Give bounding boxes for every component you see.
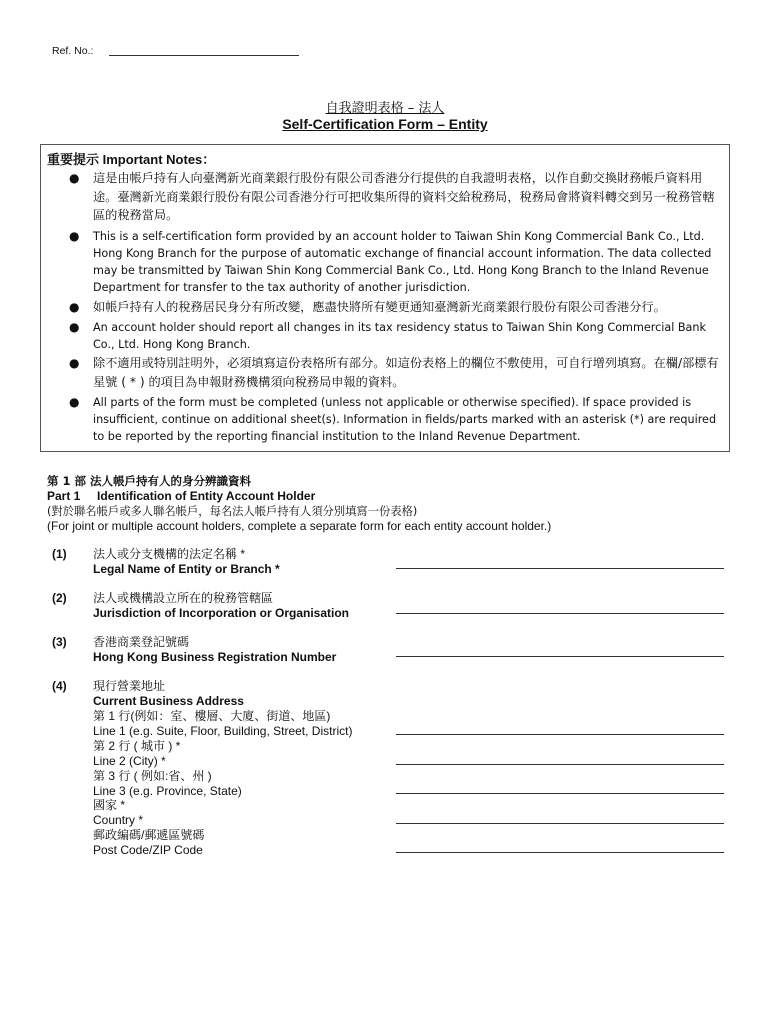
label-en: Line 1 (e.g. Suite, Floor, Building, Street, District) (93, 724, 353, 738)
address-line3-label (93, 769, 242, 799)
country-label (93, 798, 143, 828)
note-item (41, 298, 731, 317)
jurisdiction-label (93, 591, 349, 621)
label-zh: 第 3 行 ( 例如:省、州 ) (93, 769, 212, 783)
business-address-label (93, 679, 244, 709)
label-zh: 第 2 行 ( 城市 ) * (93, 739, 181, 753)
field-number: (2) (52, 591, 67, 605)
part1-title: Identification of Entity Account Holder (97, 489, 316, 503)
important-notes-list (41, 169, 731, 445)
label-zh: 法人或分支機構的法定名稱 * (93, 547, 246, 561)
jurisdiction-field[interactable] (396, 613, 724, 614)
note-text: 如帳戶持有人的稅務居民身分有所改變，應盡快將所有變更通知臺灣新光商業銀行股份有限公司香港分行。 (93, 299, 666, 314)
label-en: Line 2 (City) * (93, 754, 166, 768)
ref-no-label: Ref. No.: (52, 45, 94, 57)
important-notes-box (40, 144, 730, 452)
address-line2-field[interactable] (396, 764, 724, 765)
label-zh: 現行營業地址 (93, 679, 166, 693)
bullet-icon: ● (69, 356, 80, 370)
legal-name-field[interactable] (396, 568, 724, 569)
label-en: Country * (93, 813, 144, 827)
note-text: 除不適用或特別註明外，必須填寫這份表格所有部分。如這份表格上的欄位不敷使用，可自行增列填寫。在欄/部標有星號 ( * ) 的項目為申報財務機構須向稅務局申報的資料。 (93, 356, 719, 389)
br-number-label (93, 635, 336, 665)
postcode-label (93, 828, 204, 858)
label-zh: 法人或機構設立所在的稅務管轄區 (93, 591, 274, 605)
form-title-zh: 自我證明表格 – 法人 (325, 101, 445, 116)
label-en: Legal Name of Entity or Branch * (93, 562, 280, 576)
note-item (41, 354, 731, 391)
label-zh: 第 1 行(例如：室、樓層、大廈、街道、地區) (93, 709, 331, 723)
address-line2-label (93, 739, 180, 769)
bullet-icon: ● (69, 228, 80, 243)
br-number-field[interactable] (396, 656, 724, 657)
field-number: (4) (52, 679, 67, 693)
label-zh: 國家 * (93, 798, 126, 812)
bullet-icon: ● (69, 299, 80, 314)
address-line1-label (93, 709, 352, 739)
label-en: Current Business Address (93, 694, 244, 708)
address-line3-field[interactable] (396, 793, 724, 794)
note-item (41, 169, 731, 225)
label-zh: 香港商業登記號碼 (93, 635, 190, 649)
bullet-icon: ● (69, 320, 80, 334)
label-en: Line 3 (e.g. Province, State) (93, 784, 242, 798)
bullet-icon: ● (69, 395, 80, 409)
field-number: (3) (52, 635, 67, 649)
label-en: Post Code/ZIP Code (93, 843, 203, 857)
postcode-field[interactable] (396, 852, 724, 853)
form-title-en: Self-Certification Form – Entity (282, 116, 488, 132)
important-notes-heading: 重要提示 Important Notes： (47, 152, 216, 167)
note-item (41, 394, 731, 445)
address-line1-field[interactable] (396, 734, 724, 735)
note-text: All parts of the form must be completed (unless not applicable or otherwise specified). If space provided is insufficient, continue on additional sheet(s). Information in fields/parts marked with an asterisk (*) are required to be reported by the reporting financial institution to the Inland Revenue Department. (93, 396, 717, 443)
bullet-icon: ● (69, 171, 80, 185)
part1-note-en: (For joint or multiple account holders, complete a separate form for each entity account holder.) (47, 519, 552, 533)
country-field[interactable] (396, 823, 724, 824)
part1-heading-zh: 第 1 部 法人帳戶持有人的身分辨識資料 (47, 474, 252, 488)
legal-name-label (93, 547, 280, 577)
part1-heading-en (47, 489, 315, 503)
label-en: Hong Kong Business Registration Number (93, 650, 337, 664)
label-en: Jurisdiction of Incorporation or Organisation (93, 606, 350, 620)
note-text: This is a self-certification form provided by an account holder to Taiwan Shin Kong Commercial Bank Co., Ltd. Hong Kong Branch for the purpose of automatic exchange of financial account information. The data collected may be transmitted by Taiwan Shin Kong Commercial Bank Co., Ltd. Hong Kong Branch to the Inland Revenue Department for transfer to the tax authority of another jurisdiction. (93, 229, 712, 294)
note-item (41, 319, 731, 353)
field-number: (1) (52, 547, 67, 561)
label-zh: 郵政編碼/郵遞區號碼 (93, 828, 205, 842)
part1-note-zh: (對於聯名帳戶或多人聯名帳戶，每名法人帳戶持有人須分別填寫一份表格) (47, 505, 418, 518)
ref-no-field[interactable] (109, 55, 299, 56)
note-text: 這是由帳戶持有人向臺灣新光商業銀行股份有限公司香港分行提供的自我證明表格，以作自動交換財務帳戶資料用途。臺灣新光商業銀行股份有限公司香港分行可把收集所得的資料交給稅務局，稅務局會將資料轉交到另一稅務管轄區的稅務當局。 (93, 171, 715, 222)
part1-number: Part 1 (47, 489, 81, 503)
note-text: An account holder should report all changes in its tax residency status to Taiwan Shin Kong Commercial Bank Co., Ltd. Hong Kong Branch. (93, 321, 706, 351)
note-item (41, 228, 731, 296)
